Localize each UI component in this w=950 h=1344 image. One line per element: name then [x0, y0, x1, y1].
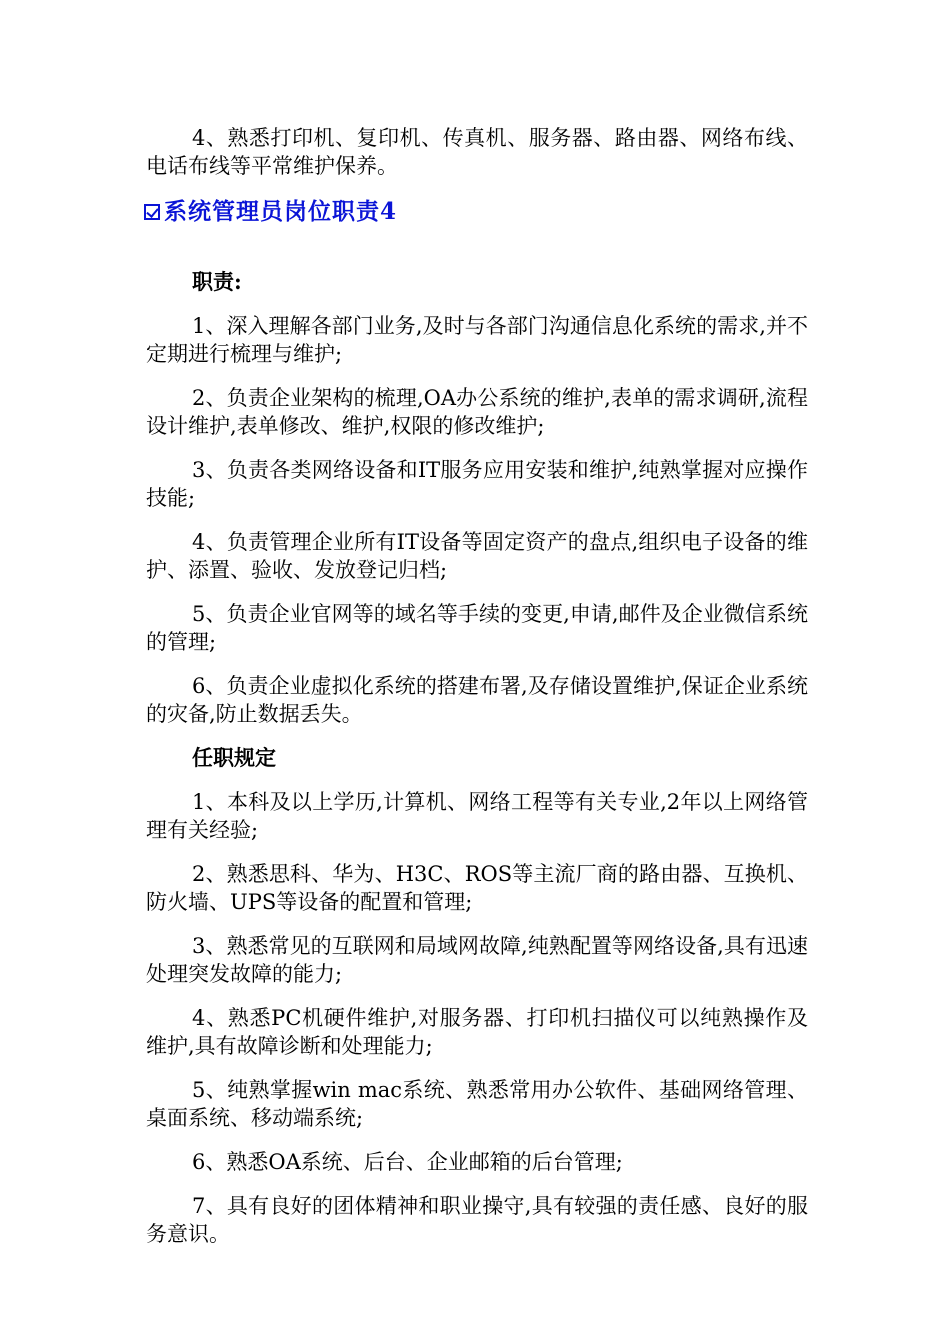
section-title: 系统管理员岗位职责4 [164, 198, 398, 225]
duty-item: 6、负责企业虚拟化系统的搭建布署,及存储设置维护,保证企业系统的灾备,防止数据丢失。 [146, 674, 808, 726]
requirement-item: 3、熟悉常见的互联网和局域网故障,纯熟配置等网络设备,具有迅速处理突发故障的能力; [146, 934, 808, 986]
document-page [146, 124, 808, 1264]
requirement-item: 7、具有良好的团体精神和职业操守,具有较强的责任感、良好的服务意识。 [146, 1194, 808, 1246]
duty-item: 3、负责各类网络设备和IT服务应用安装和维护,纯熟掌握对应操作技能; [146, 458, 808, 510]
checkbox-checked-icon [144, 204, 160, 220]
section-heading [144, 196, 808, 228]
requirement-item: 5、纯熟掌握win mac系统、熟悉常用办公软件、基础网络管理、桌面系统、移动端系统; [146, 1078, 808, 1130]
duties-heading: 职责: [192, 269, 242, 294]
duty-item: 5、负责企业官网等的域名等手续的变更,申请,邮件及企业微信系统的管理; [146, 602, 808, 654]
requirements-heading: 任职规定 [192, 745, 276, 770]
duty-item: 4、负责管理企业所有IT设备等固定资产的盘点,组织电子设备的维护、添置、验收、发放登记归档; [146, 530, 808, 582]
intro-paragraph: 4、熟悉打印机、复印机、传真机、服务器、路由器、网络布线、电话布线等平常维护保养。 [146, 126, 808, 178]
requirement-item: 1、本科及以上学历,计算机、网络工程等有关专业,2年以上网络管理有关经验; [146, 790, 808, 842]
requirement-item: 6、熟悉OA系统、后台、企业邮箱的后台管理; [192, 1150, 623, 1174]
duty-item: 2、负责企业架构的梳理,OA办公系统的维护,表单的需求调研,流程设计维护,表单修改、维护,权限的修改维护; [146, 386, 808, 438]
duty-item: 1、深入理解各部门业务,及时与各部门沟通信息化系统的需求,并不定期进行梳理与维护; [146, 314, 808, 366]
requirement-item: 2、熟悉思科、华为、H3C、ROS等主流厂商的路由器、互换机、防火墙、UPS等设备的配置和管理; [146, 862, 808, 914]
requirement-item: 4、熟悉PC机硬件维护,对服务器、打印机扫描仪可以纯熟操作及维护,具有故障诊断和处理能力; [146, 1006, 808, 1058]
